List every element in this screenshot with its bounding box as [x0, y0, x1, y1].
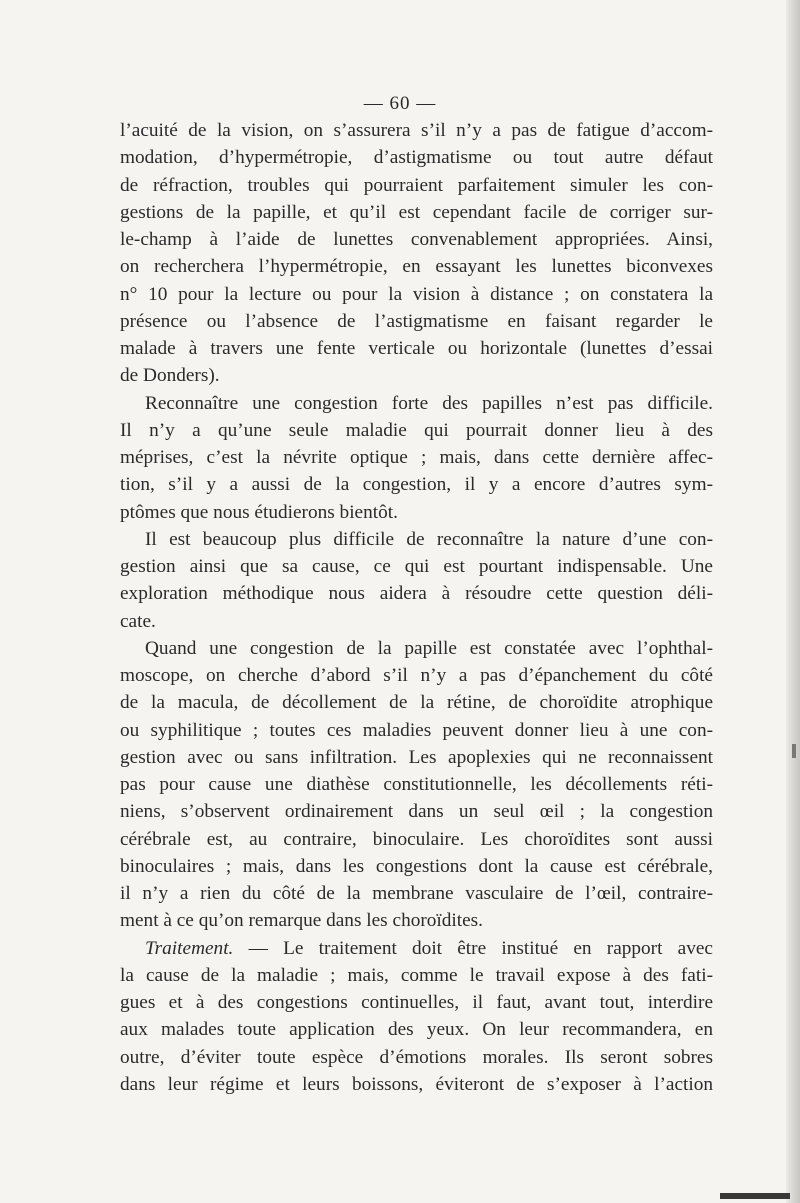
- text-line: gestion ainsi que sa cause, ce qui est pourtant indispensable. Une: [120, 556, 713, 577]
- text-line: tion, s’il y a aussi de la congestion, il y a encore d’autres sym-: [120, 474, 713, 496]
- text-line: ment à ce qu’on remarque dans les choroïdites.: [120, 910, 484, 932]
- text-line: ou syphilitique ; toutes ces maladies peuvent donner lieu à une con-: [120, 719, 713, 741]
- text-line: il n’y a rien du côté de la membrane vasculaire de l’œil, contraire-: [120, 883, 713, 904]
- text-line: gues et à des congestions continuelles, il faut, avant tout, interdire: [120, 992, 713, 1013]
- text-line: aux malades toute application des yeux. On leur recommandera, en: [120, 1019, 713, 1041]
- text-line: on recherchera l’hypermétropie, en essayant les lunettes biconvexes: [120, 256, 713, 278]
- text-line: binoculaires ; mais, dans les congestions dont la cause est cérébrale,: [120, 855, 713, 877]
- text-line: dans leur régime et leurs boissons, éviteront de s’exposer à l’action: [120, 1073, 713, 1095]
- text-line: ptômes que nous étudierons bientôt.: [120, 501, 398, 523]
- text-line: modation, d’hypermétropie, d’astigmatisme ou tout autre défaut: [120, 147, 713, 169]
- text-line: de réfraction, troubles qui pourraient parfaitement simuler les con-: [120, 174, 713, 196]
- text-line: Il n’y a qu’une seule maladie qui pourrait donner lieu à des: [120, 419, 713, 441]
- text-line: Quand une congestion de la papille est constatée avec l’ophthal-: [145, 637, 713, 659]
- text-line: méprises, c’est la névrite optique ; mais, dans cette dernière affec-: [120, 447, 713, 468]
- page-number: — 60 —: [363, 93, 437, 114]
- text-line: [120, 935, 713, 962]
- text-line: gestion avec ou sans infiltration. Les apoplexies qui ne reconnaissent: [120, 746, 713, 768]
- body-text: [120, 117, 713, 1098]
- text-line: malade à travers une fente verticale ou horizontale (lunettes d’essai: [120, 338, 713, 359]
- text-line-content: — Le traitement doit être institué en rapport avec: [248, 937, 713, 959]
- text-line: présence ou l’absence de l’astigmatisme en faisant regarder le: [120, 310, 713, 332]
- text-line: l’acuité de la vision, on s’assurera s’il n’y a pas de fatigue d’accom-: [120, 120, 713, 141]
- text-line: cérébrale est, au contraire, binoculaire. Les choroïdites sont aussi: [120, 828, 713, 850]
- text-line: gestions de la papille, et qu’il est cependant facile de corriger sur-: [120, 201, 713, 223]
- text-line: cate.: [120, 610, 156, 632]
- text-line: la cause de la maladie ; mais, comme le travail expose à des fati-: [120, 964, 713, 986]
- scan-bar: [720, 1193, 790, 1199]
- text-line: moscope, on cherche d’abord s’il n’y a pas d’épanchement du côté: [120, 665, 713, 686]
- text-line: niens, s’observent ordinairement dans un seul œil ; la congestion: [120, 801, 713, 823]
- text-line: Il est beaucoup plus difficile de reconnaître la nature d’une con-: [145, 528, 713, 550]
- edge-mark: [792, 744, 796, 758]
- section-heading: Traitement.: [145, 937, 234, 959]
- text-line: outre, d’éviter toute espèce d’émotions morales. Ils seront sobres: [120, 1046, 713, 1068]
- text-line: Reconnaître une congestion forte des papilles n’est pas difficile.: [145, 392, 713, 414]
- text-line: pas pour cause une diathèse constitutionnelle, les décollements réti-: [120, 774, 713, 795]
- text-line: de Donders).: [120, 365, 220, 387]
- text-line: n° 10 pour la lecture ou pour la vision à distance ; on constatera la: [120, 283, 713, 305]
- text-line: de la macula, de décollement de la rétine, de choroïdite atrophique: [120, 692, 713, 714]
- text-line: exploration méthodique nous aidera à résoudre cette question déli-: [120, 583, 713, 605]
- page-edge: [786, 0, 800, 1203]
- text-line: le-champ à l’aide de lunettes convenablement appropriées. Ainsi,: [120, 229, 713, 250]
